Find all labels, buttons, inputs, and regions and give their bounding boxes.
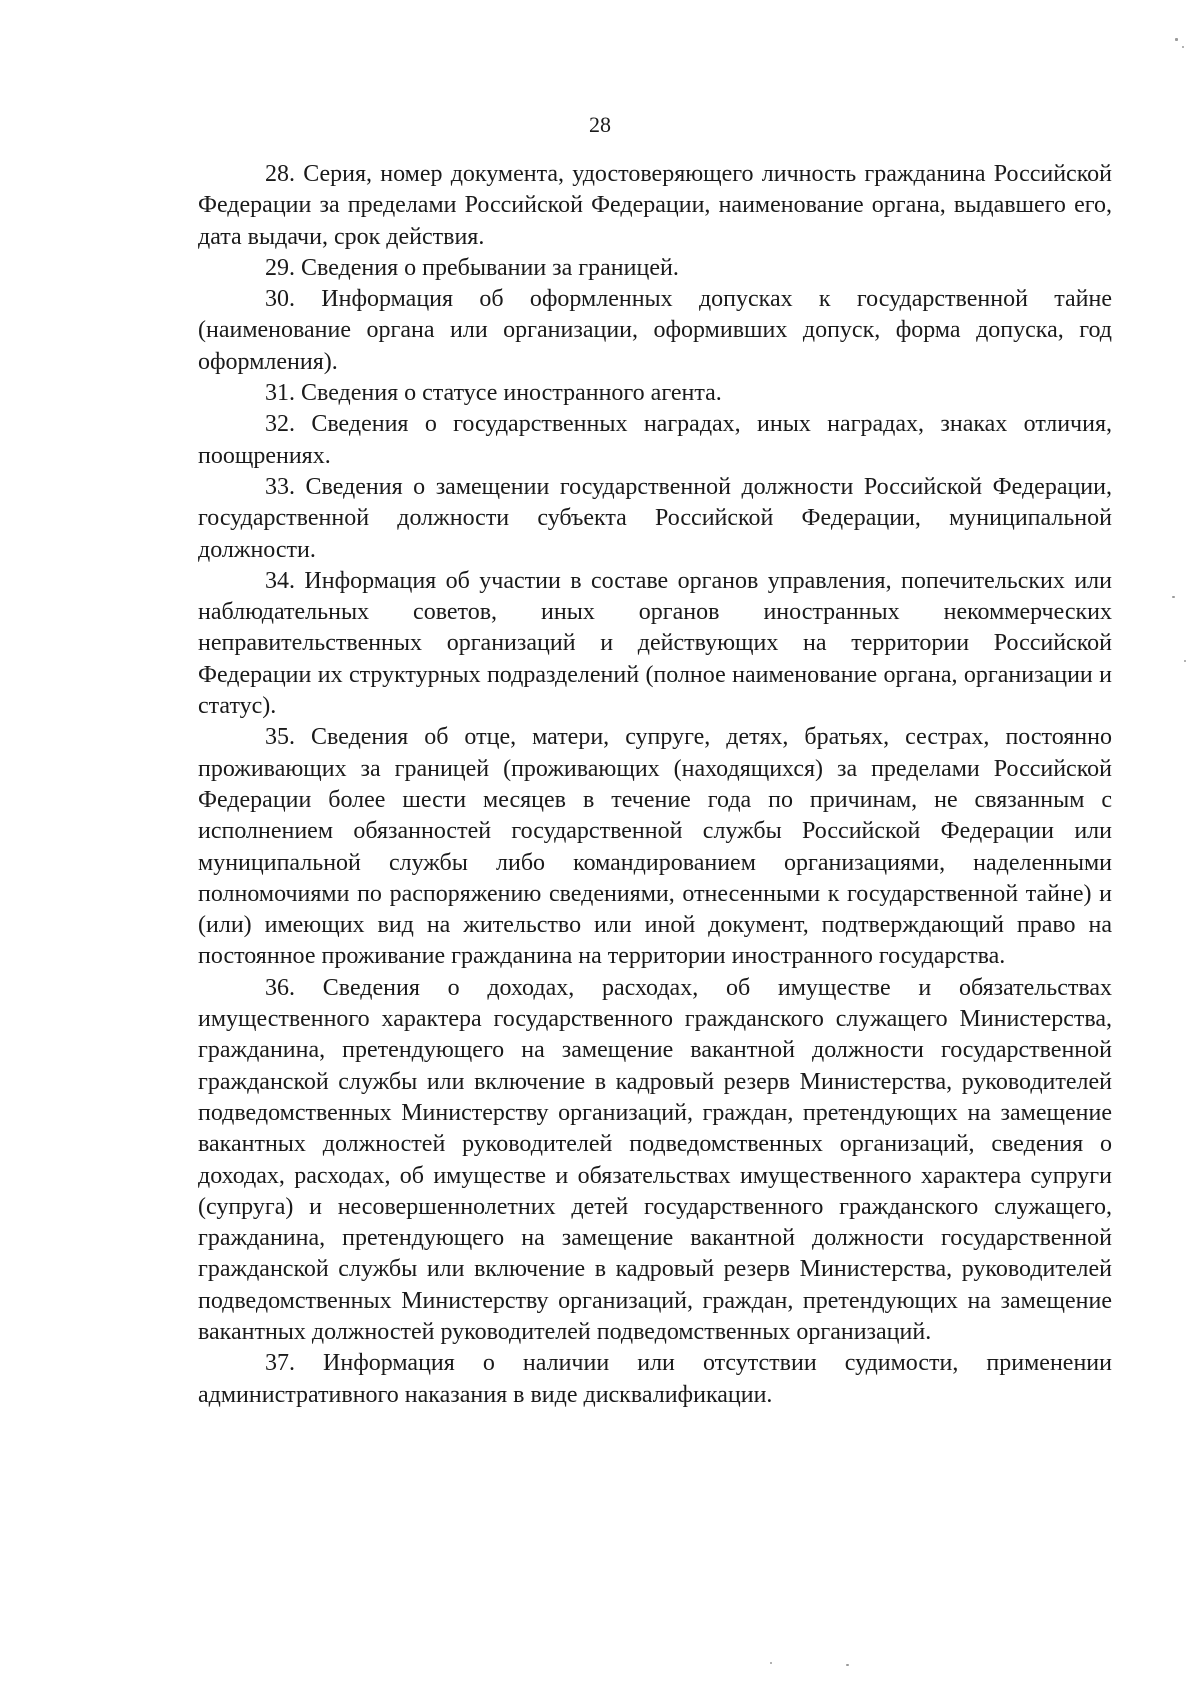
scan-speck <box>846 1664 849 1666</box>
list-item: 35. Сведения об отце, матери, супруге, детях, братьях, сестрах, постоянно проживающих за границей (проживающих (находящихся) за пределами Российской Федерации более шести месяцев в течение года по причинам, не связанным с исполнением обязанностей государственной службы Российской Федерации или муниципальной службы либо командированием организациями, наделенными полномочиями по распоряжению сведениями, отнесенными к государственной тайне) и (или) имеющих вид на жительство или иной документ, подтверждающий право на постоянное проживание гражданина на территории иностранного государства. <box>198 724 1112 970</box>
list-item: 28. Серия, номер документа, удостоверяющего личность гражданина Российской Федерации за пределами Российской Федерации, наименование органа, выдавшего его, дата выдачи, срок действия. <box>198 161 1112 250</box>
page-number: 28 <box>589 112 611 137</box>
scan-speck <box>1175 38 1178 41</box>
list-item: 37. Информация о наличии или отсутствии судимости, применении административного наказания в виде дисквалификации. <box>198 1350 1112 1408</box>
list-item: 32. Сведения о государственных наградах, иных наградах, знаках отличия, поощрениях. <box>198 411 1112 469</box>
list-item: 31. Сведения о статусе иностранного агента. <box>265 380 722 407</box>
list-item: 33. Сведения о замещении государственной должности Российской Федерации, государственной должности субъекта Российской Федерации, муниципальной должности. <box>198 473 1112 563</box>
scan-speck <box>1182 46 1184 48</box>
document-body <box>198 159 1112 1411</box>
scan-speck <box>770 1662 772 1664</box>
list-item: 30. Информация об оформленных допусках к государственной тайне (наименование органа или организации, оформивших допуск, форма допуска, год оформления). <box>198 286 1112 375</box>
list-item: 34. Информация об участии в составе органов управления, попечительских или наблюдательных советов, иных органов иностранных некоммерческих неправительственных организаций и действующих на территории Российской Федерации их структурных подразделений (полное наименование органа, организации и статус). <box>198 567 1112 720</box>
list-item: 36. Сведения о доходах, расходах, об имуществе и обязательствах имущественного характера государственного гражданского служащего Министерства, гражданина, претендующего на замещение вакантной должности государственной гражданской службы или включение в кадровый резерв Министерства, руководителей подведомственных Министерству организаций, граждан, претендующих на замещение вакантных должностей руководителей подведомственных организаций, сведения о доходах, расходах, об имуществе и обязательствах имущественного характера супруги (супруга) и несовершеннолетних детей государственного гражданского служащего, гражданина, претендующего на замещение вакантной должности государственной гражданской службы или включение в кадровый резерв Министерства, руководителей подведомственных Министерству организаций, граждан, претендующих на замещение вакантных должностей руководителей подведомственных организаций. <box>198 974 1112 1345</box>
scan-speck <box>1184 660 1186 662</box>
scan-speck <box>1172 596 1175 598</box>
list-item: 29. Сведения о пребывании за границей. <box>265 254 679 281</box>
